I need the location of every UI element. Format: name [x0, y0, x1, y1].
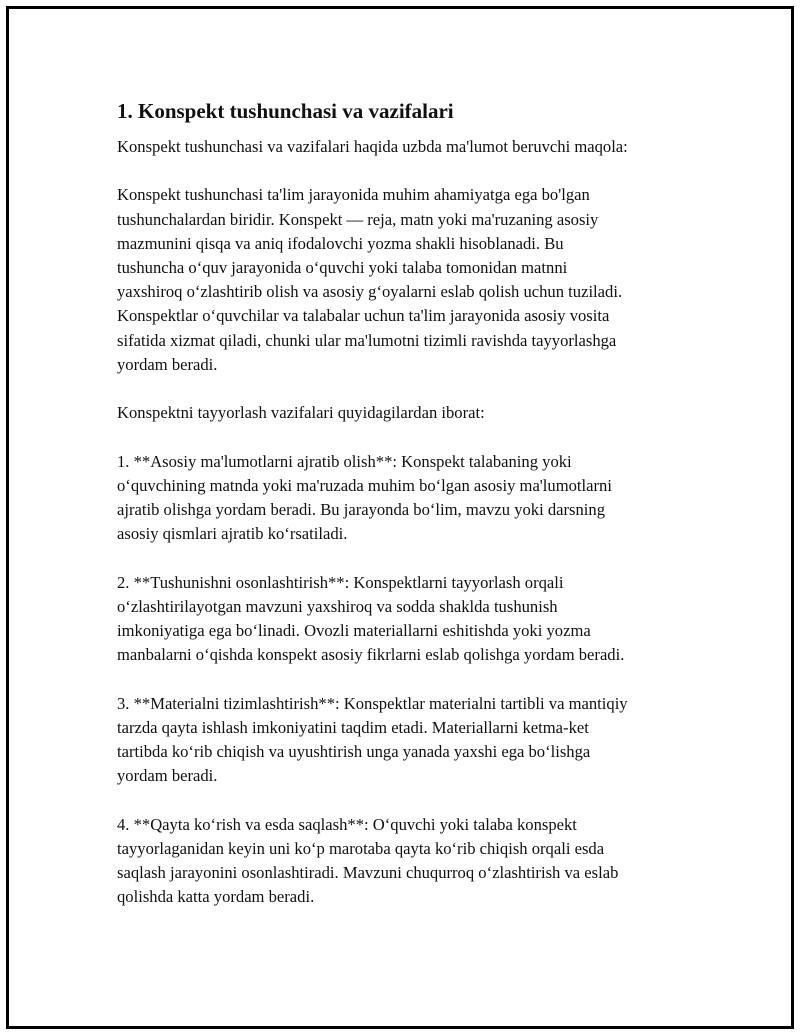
text-line: 3. **Materialni tizimlashtirish**: Konspektlar materialni tartibli va mantiqiy [117, 693, 628, 713]
text-line: tarzda qayta ishlash imkoniyatini taqdim etadi. Materiallarni ketma-ket [117, 717, 589, 737]
text-line: asosiy qismlari ajratib ko‘rsatiladi. [117, 524, 348, 544]
text-line: mazmunini qisqa va aniq ifodalovchi yozma shakli hisoblanadi. Bu [117, 233, 564, 253]
intro-paragraph [117, 135, 697, 159]
text-line: Konspektni tayyorlash vazifalari quyidagilardan iborat: [117, 403, 485, 423]
text-line: 2. **Tushunishni osonlashtirish**: Konspektlarni tayyorlash orqali [117, 572, 564, 592]
text-line: Konspektlar o‘quvchilar va talabalar uchun ta'lim jarayonida asosiy vosita [117, 306, 610, 326]
text-line: ajratib olishga yordam beradi. Bu jarayonda bo‘lim, mavzu yoki darsning [117, 500, 606, 519]
text-line: sifatida xizmat qiladi, chunki ular ma'lumotni tizimli ravishda tayyorlashga [117, 330, 617, 350]
text-line: tushunchalardan biridir. Konspekt — reja, matn yoki ma'ruzaning asosiy [117, 209, 599, 229]
text-line: manbalarni o‘qishda konspekt asosiy fikrlarni eslab qolishga yordam beradi. [117, 645, 625, 665]
text-line: imkoniyatiga ega bo‘linadi. Ovozli materiallarni eshitishda yoki yozma [117, 621, 591, 640]
task-item-4 [117, 813, 697, 910]
text-line: qolishda katta yordam beradi. [117, 887, 315, 907]
definition-paragraph [117, 183, 697, 377]
text-line: yordam beradi. [117, 354, 218, 374]
tasks-intro-paragraph [117, 401, 697, 425]
page-frame [6, 6, 794, 1029]
document-title: 1. Konspekt tushunchasi va vazifalari [117, 99, 454, 123]
text-line: yordam beradi. [117, 766, 218, 786]
text-line: 4. **Qayta ko‘rish va esda saqlash**: O‘quvchi yoki talaba konspekt [117, 814, 577, 834]
text-line: 1. **Asosiy ma'lumotlarni ajratib olish**: Konspekt talabaning yoki [117, 451, 572, 471]
text-line: yaxshiroq o‘zlashtirib olish va asosiy g‘oyalarni eslab qolish uchun tuziladi. [117, 282, 623, 302]
text-line: tayyorlaganidan keyin uni ko‘p marotaba qayta ko‘rib chiqish orqali esda [117, 838, 605, 858]
text-line: Konspekt tushunchasi ta'lim jarayonida muhim ahamiyatga ega bo'lgan [117, 185, 590, 205]
task-item-2 [117, 571, 697, 668]
text-line: o‘quvchining matnda yoki ma'ruzada muhim bo‘lgan asosiy ma'lumotlarni [117, 475, 612, 495]
task-item-1 [117, 450, 697, 547]
text-line: o‘zlashtirilayotgan mavzuni yaxshiroq va sodda shaklda tushunish [117, 596, 558, 616]
text-line: tartibda ko‘rib chiqish va uyushtirish unga yanada yaxshi ega bo‘lishga [117, 742, 591, 761]
task-item-3 [117, 692, 697, 789]
document-content [117, 99, 697, 934]
text-line: saqlash jarayonini osonlashtiradi. Mavzuni chuqurroq o‘zlashtirish va eslab [117, 863, 619, 882]
text-line: tushuncha o‘quv jarayonida o‘quvchi yoki talaba tomonidan matnni [117, 258, 568, 277]
text-line: Konspekt tushunchasi va vazifalari haqida uzbda ma'lumot beruvchi maqola: [117, 137, 628, 156]
